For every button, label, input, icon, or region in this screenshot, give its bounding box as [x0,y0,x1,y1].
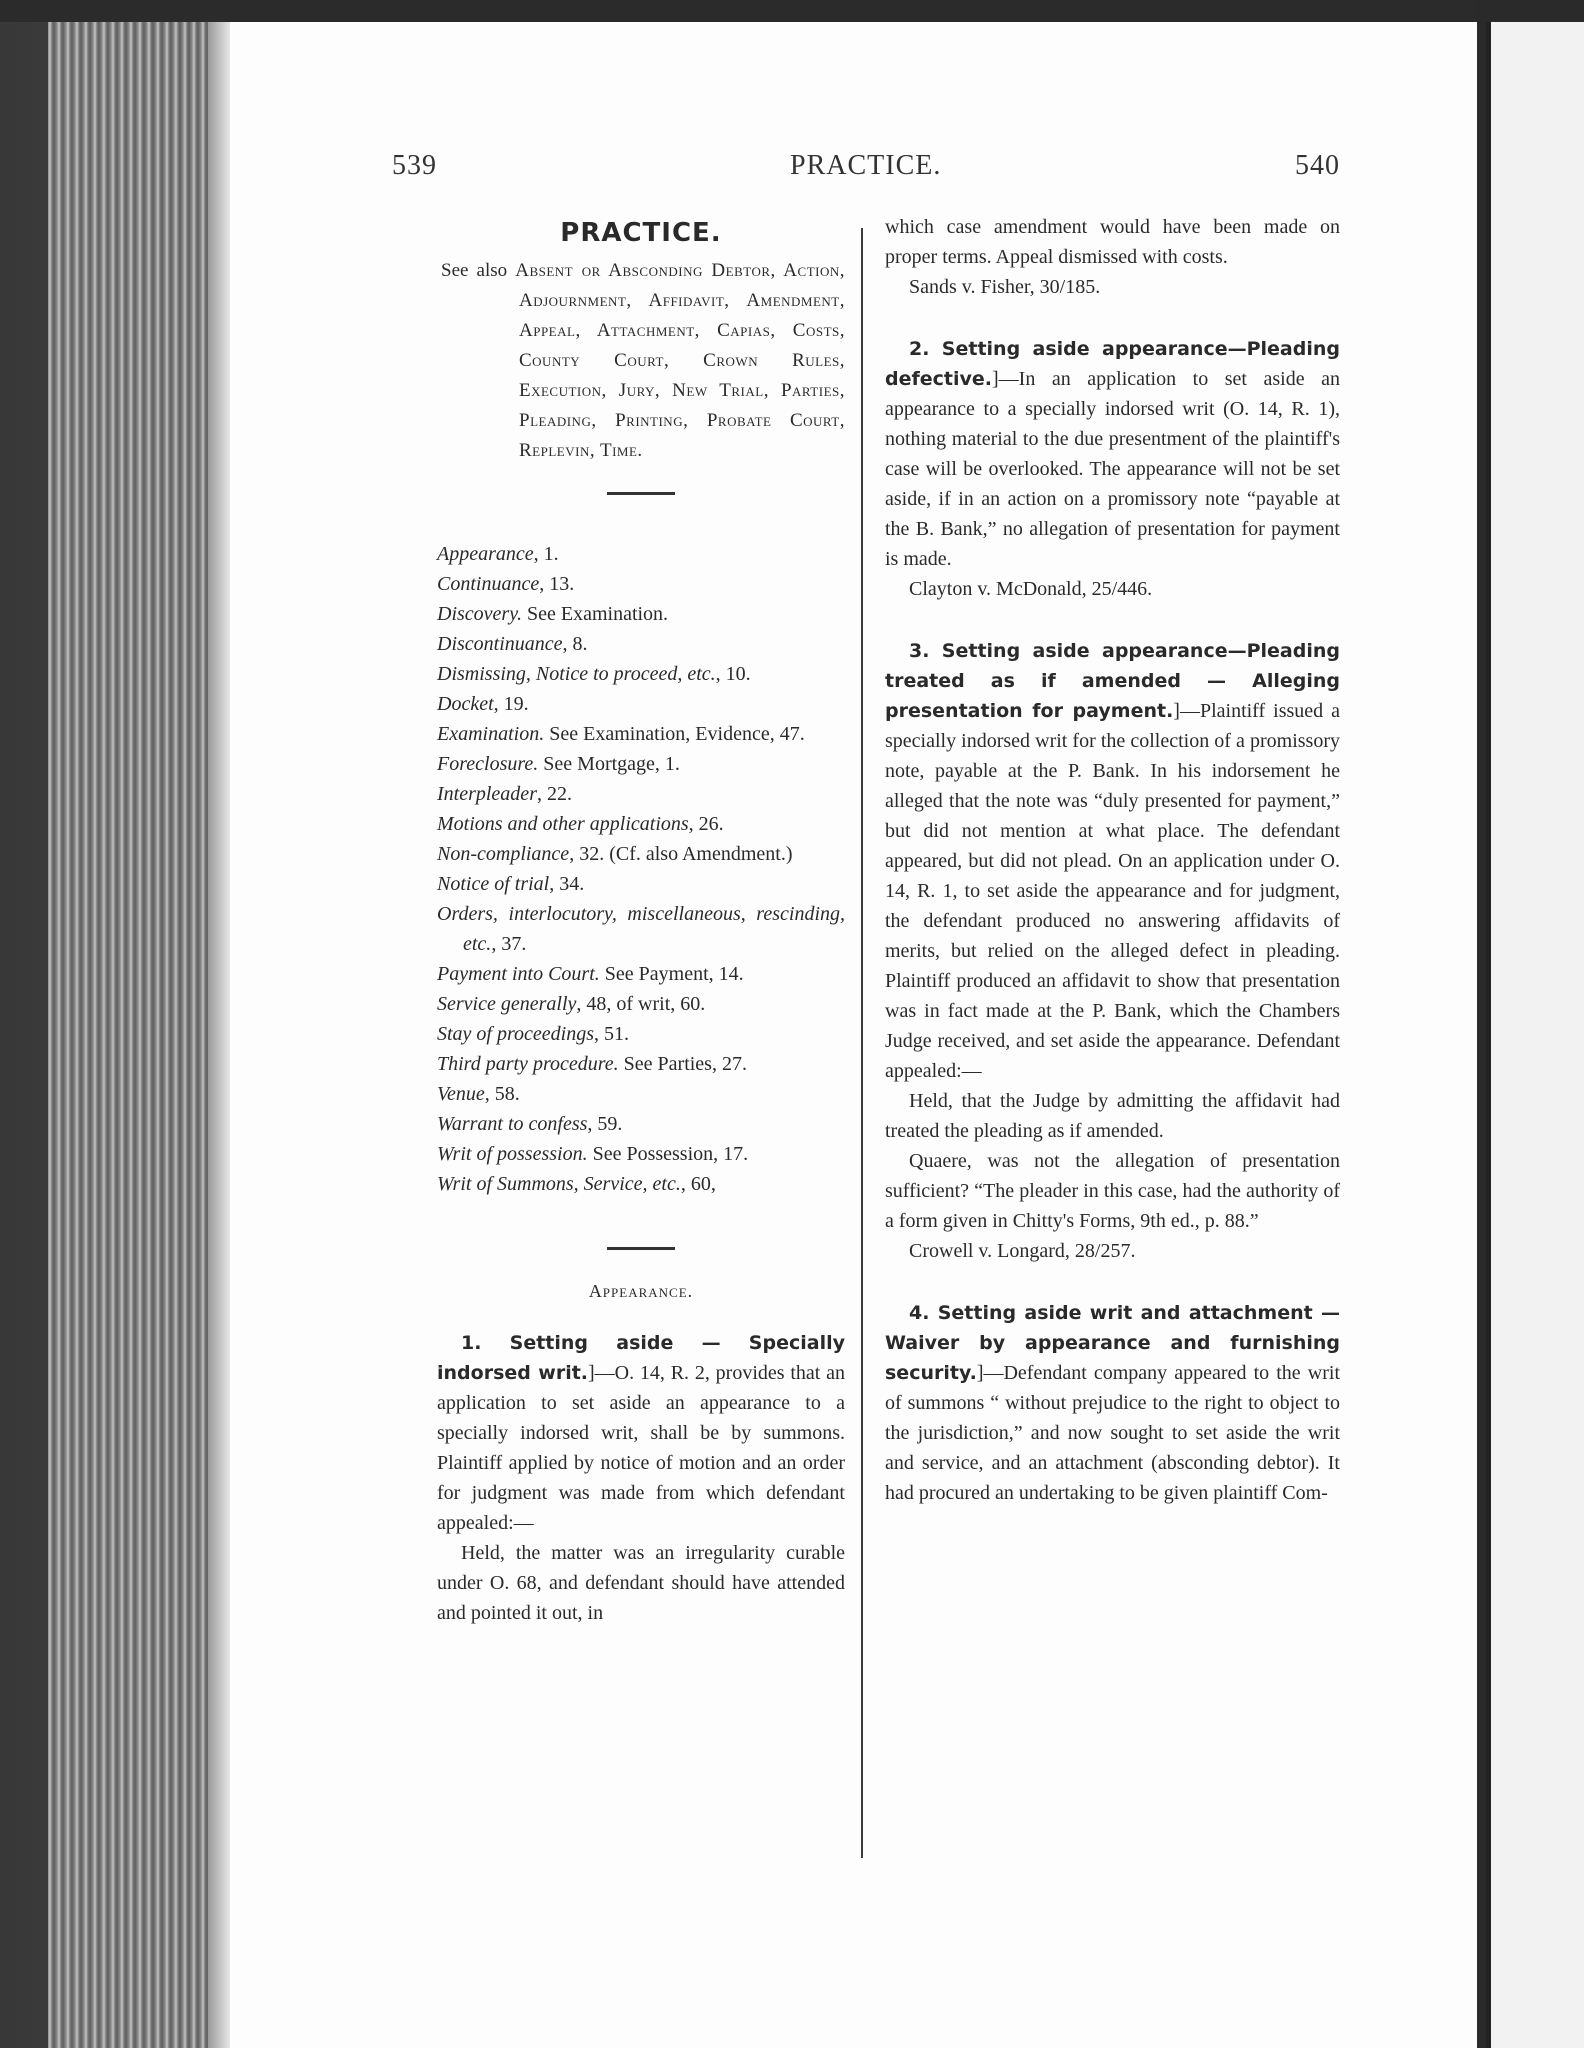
see-also-block [441,256,845,466]
index-entry [437,659,845,689]
subsection-heading: Appearance. [588,1281,694,1301]
index-reference: , 13. [539,573,575,595]
index-entry [437,569,845,599]
index-entry [437,1019,845,1049]
index-reference: , 10. [715,663,751,685]
index-entry [437,719,845,749]
next-page-edge [1486,22,1584,2048]
index-reference: , 22. [536,783,572,805]
index-reference: , 26. [688,813,724,835]
index-entry [437,1139,845,1169]
held-text: Held, the matter was an irregularity curable under O. 68, and defendant should have attended and pointed it out, in [437,1542,845,1624]
index-entry [437,809,845,839]
case-paragraph-1 [437,1328,845,1538]
left-column [437,212,845,1628]
column-divider [861,228,863,1858]
divider-rule [607,492,675,495]
index-entry [437,1169,845,1199]
index-term: Discovery. [437,603,522,625]
index-reference: See Parties, 27. [618,1053,747,1075]
index-entry [437,629,845,659]
index-term: Notice of trial [437,873,550,895]
page-number-right: 540 [1295,150,1340,181]
index-term: Non-compliance [437,843,570,865]
index-term: Motions and other applications [437,813,689,835]
case-citation: Crowell v. Longard, 28/257. [909,1240,1136,1262]
see-also-refs: Absent or Absconding Debtor, Action, Adjournment, Affidavit, Amendment, Appeal, Attachment, Capias, Costs, County Court, Crown Rules, Execution, Jury, New Trial, Parties, Pleading, Printing, Probate Court, Replevin, Time. [515,260,845,461]
index-term: Interpleader [437,783,537,805]
index-reference: , 51. [594,1023,630,1045]
index-term: Writ of Summons, Service, etc. [437,1173,681,1195]
index-term: Dismissing, Notice to proceed, etc. [437,663,716,685]
index-entry [437,749,845,779]
case-heading: 2. Setting aside appearance—Pleading defective. [885,338,1340,390]
index-reference: , 60, [680,1173,716,1195]
case-heading: 3. Setting aside appearance—Pleading treated as if amended — Alleging presentation for payment. [885,640,1340,722]
index-term: Warrant to confess [437,1113,588,1135]
index-entry [437,1109,845,1139]
see-also-lead: See also [441,260,508,281]
index-reference: See Examination. [521,603,669,625]
index-reference: , 8. [562,633,588,655]
index-entry [437,539,845,569]
index-term: Orders, interlocutory, miscellaneous, rescinding, etc. [437,903,845,955]
book-spine-page-edges [0,0,225,2048]
index-reference: , 1. [533,543,559,565]
index-reference: , 19. [493,693,529,715]
index-term: Appearance [437,543,534,565]
case-heading: 4. Setting aside writ and attachment —Waiver by appearance and furnishing security. [885,1302,1340,1384]
case-paragraph-2 [885,334,1340,574]
index-entry [437,779,845,809]
index-reference: , 32. (Cf. also Amendment.) [569,843,793,865]
index-reference: , 58. [484,1083,520,1105]
scan-top-border [0,0,1584,22]
index-entry [437,989,845,1019]
case-heading: 1. Setting aside — Specially indorsed writ. [437,1332,845,1384]
right-column [885,212,1340,1508]
case-citation: Sands v. Fisher, 30/185. [909,276,1101,298]
index-term: Foreclosure. [437,753,539,775]
index-reference: , 37. [491,933,527,955]
index-entry [437,839,845,869]
index-entry [437,899,845,959]
index-term: Venue [437,1083,485,1105]
quaere-text: Quaere, was not the allegation of presentation sufficient? “The pleader in this case, had the authority of a form given in Chitty's Forms, 9th ed., p. 88.” [885,1150,1340,1232]
case-citation: Clayton v. McDonald, 25/446. [909,578,1153,600]
index-term: Continuance [437,573,540,595]
index-term: Payment into Court. [437,963,600,985]
divider-rule [607,1247,675,1250]
index-entry [437,869,845,899]
case-text: ]—O. 14, R. 2, provides that an application to set aside an appearance to a specially indorsed writ, shall be by summons. Plaintiff applied by notice of motion and an order for judgment was made from which defendant appealed:— [437,1362,845,1534]
index-reference: See Mortgage, 1. [538,753,680,775]
index-term: Examination. [437,723,545,745]
index-reference: , 59. [587,1113,623,1135]
index-reference: See Possession, 17. [587,1143,749,1165]
gutter-shadow [208,0,230,2048]
section-title: PRACTICE. [560,218,722,248]
index-reference: , 34. [549,873,585,895]
index-entry [437,959,845,989]
index-term: Discontinuance [437,633,563,655]
index-reference: See Examination, Evidence, 47. [544,723,805,745]
index-term: Third party procedure. [437,1053,619,1075]
index-term: Writ of possession. [437,1143,588,1165]
held-text: Held, that the Judge by admitting the affidavit had treated the pleading as if amended. [885,1090,1340,1142]
index-entry [437,599,845,629]
index-term: Stay of proceedings [437,1023,595,1045]
index-term: Service generally [437,993,577,1015]
index-entry [437,689,845,719]
index-entry [437,1079,845,1109]
case-text: ]—In an application to set aside an appearance to a specially indorsed writ (O. 14, R. 1), nothing material to the due presentment of the plaintiff's case will be overlooked. The appearance will not be set aside, if in an action on a promissory note “payable at the B. Bank,” no allegation of presentation for payment is made. [885,368,1340,570]
index-reference: , 48, of writ, 60. [576,993,706,1015]
case-text: ]—Plaintiff issued a specially indorsed writ for the collection of a promissory note, payable at the P. Bank. In his indorsement he alleged that the note was “duly presented for payment,” but did not mention at what place. The defendant appeared, but did not plead. On an application under O. 14, R. 1, to set aside the appearance and for judgment, the defendant produced no answering affidavits of merits, but relied on the alleged defect in pleading. Plaintiff produced an affidavit to show that presentation was in fact made at the P. Bank, which the Chambers Judge received, and set aside the appearance. Defendant appealed:— [885,700,1340,1082]
topic-index [437,539,845,1199]
page-number-left: 539 [392,150,437,181]
index-entry [437,1049,845,1079]
case-text: ]—Defendant company appeared to the writ of summons “ without prejudice to the right to object to the jurisdiction,” and now sought to set aside the writ and service, and an attachment (absconding debtor). It had procured an undertaking to be given plaintiff Com- [885,1362,1340,1504]
continued-text: which case amendment would have been made on proper terms. Appeal dismissed with costs. [885,216,1340,268]
case-paragraph-4 [885,1298,1340,1508]
case-paragraph-3 [885,636,1340,1086]
index-reference: See Payment, 14. [599,963,744,985]
index-term: Docket [437,693,494,715]
running-head: PRACTICE. [790,150,942,181]
